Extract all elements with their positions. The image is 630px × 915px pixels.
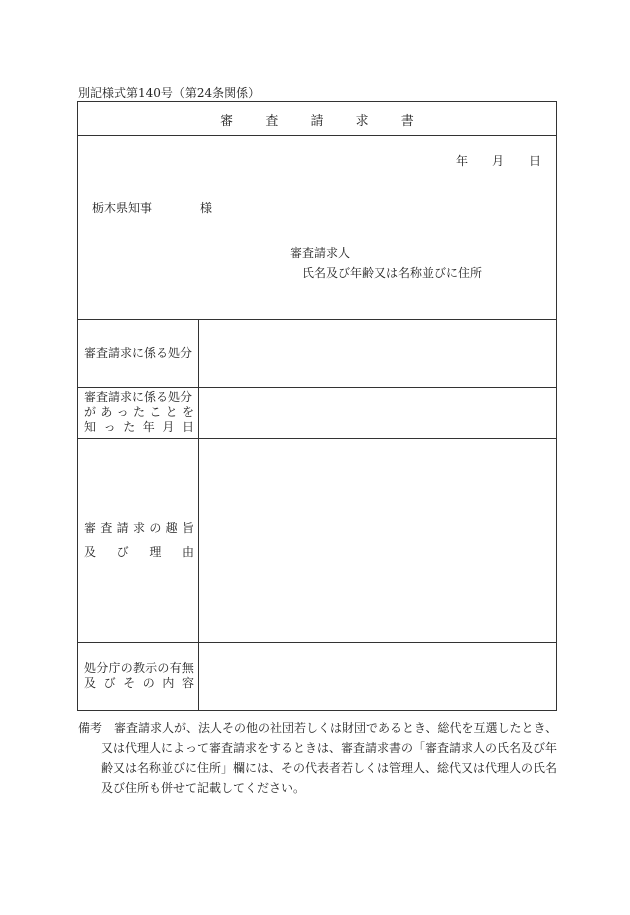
title-char: 審	[220, 114, 234, 129]
title-divider	[77, 135, 557, 136]
label-char: 理	[149, 545, 162, 559]
label-disposition	[84, 346, 194, 361]
remarks-label: 備考	[78, 721, 103, 735]
title-char: 求	[355, 114, 369, 129]
label-char: 由	[181, 545, 194, 559]
label-purpose	[84, 521, 194, 560]
label-char: た	[132, 405, 145, 419]
label-line: 審査請求に係る処分	[84, 346, 193, 360]
label-char: 容	[181, 676, 194, 690]
label-char: っ	[116, 405, 129, 419]
justified-line	[84, 676, 194, 691]
label-char: 教	[132, 661, 145, 675]
label-char: 審	[84, 521, 97, 535]
label-char: 及	[84, 676, 97, 690]
form-title	[77, 110, 557, 129]
label-char: の	[142, 676, 155, 690]
label-char: 有	[169, 661, 182, 675]
remarks-line: 又は代理人によって審査請求をするときは、審査請求書の「審査請求人の氏名及び年	[101, 741, 558, 755]
label-char: 分	[96, 661, 109, 675]
label-char: っ	[103, 420, 116, 434]
label-char: そ	[123, 676, 136, 690]
label-char: が	[84, 405, 97, 419]
remarks-line: 及び住所も併せて記載してください。	[101, 781, 306, 795]
label-char: 庁	[108, 661, 121, 675]
requester-label: 審査請求人	[290, 246, 351, 260]
label-char: 知	[84, 420, 97, 434]
label-char: 及	[84, 545, 97, 559]
remarks-line: 齢又は名称並びに住所」欄には、その代表者若しくは管理人、総代又は代理人の氏名	[101, 761, 558, 775]
label-char: を	[181, 405, 194, 419]
row-divider-2	[77, 438, 557, 439]
label-char: こ	[149, 405, 162, 419]
row-divider-3	[77, 642, 557, 643]
label-char: 無	[181, 661, 194, 675]
label-char: 処	[84, 661, 97, 675]
date-year: 年	[456, 154, 469, 168]
addressee-honorific: 様	[200, 201, 213, 215]
justified-line	[84, 420, 194, 435]
justified-line	[84, 661, 194, 676]
label-known-date	[84, 390, 194, 435]
label-instruction	[84, 661, 194, 691]
row-divider-1	[77, 387, 557, 388]
remarks	[78, 718, 558, 798]
date-month: 月	[492, 154, 505, 168]
title-char: 請	[310, 114, 324, 129]
label-char: び	[116, 545, 129, 559]
label-char: の	[157, 661, 170, 675]
label-char: 示	[145, 661, 158, 675]
title-char: 書	[400, 114, 414, 129]
addressee-name: 栃木県知事	[92, 201, 153, 215]
remarks-line: 審査請求人が、法人その他の社団若しくは財団であるとき、総代を互選したとき、	[114, 721, 558, 735]
label-char: び	[103, 676, 116, 690]
form-caption: 別記様式第140号（第24条関係）	[78, 86, 261, 100]
justified-line	[84, 545, 194, 560]
label-char: あ	[100, 405, 113, 419]
date-day: 日	[529, 154, 542, 168]
label-char: 請	[116, 521, 129, 535]
label-char: 旨	[181, 521, 194, 535]
justified-line	[84, 405, 194, 420]
header-divider	[77, 319, 557, 320]
label-char: 内	[162, 676, 175, 690]
label-char: 求	[132, 521, 145, 535]
label-char: と	[165, 405, 178, 419]
label-char: 趣	[165, 521, 178, 535]
requester-detail: 氏名及び年齢又は名称並びに住所	[302, 266, 483, 280]
label-char: 月	[162, 420, 175, 434]
label-column-divider	[198, 319, 199, 711]
label-char: 査	[100, 521, 113, 535]
label-char: 年	[142, 420, 155, 434]
label-char: の	[120, 661, 133, 675]
title-char: 査	[265, 114, 279, 129]
label-line: 審査請求に係る処分	[84, 390, 193, 404]
label-char: 日	[181, 420, 194, 434]
label-char: た	[123, 420, 136, 434]
label-char: の	[149, 521, 162, 535]
justified-line	[84, 521, 194, 536]
